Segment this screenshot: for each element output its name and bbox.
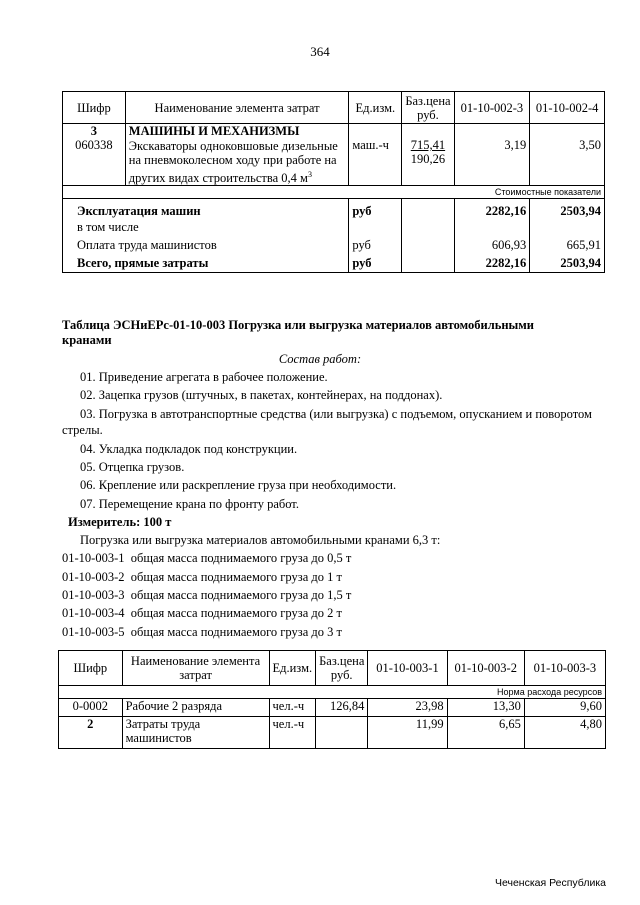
machine-row <box>63 124 605 186</box>
row-total-unit: руб <box>349 255 402 273</box>
header-col1: 01-10-002-3 <box>454 92 530 124</box>
table-heading-line1: Таблица ЭСНиЕРс-01-10-003 Погрузка или выгрузка материалов автомобильными <box>62 318 535 332</box>
header-code: Шифр <box>63 92 126 124</box>
code-3: 01-10-003-3 <box>62 588 125 602</box>
page-number: 364 <box>310 44 330 59</box>
code-3-desc: общая масса поднимаемого груза до 1,5 т <box>130 588 352 602</box>
header-price: Баз.цена руб. <box>402 92 454 124</box>
table-heading-line2: кранами <box>62 333 112 347</box>
work-item-6: 06. Крепление или раскрепление груза при необходимости. <box>80 478 397 492</box>
section-title: МАШИНЫ И МЕХАНИЗМЫ <box>128 124 300 138</box>
item-name-line3: других видах строительства 0,4 м <box>128 170 308 185</box>
t2-header-col1: 01-10-003-1 <box>368 651 447 686</box>
code-4-desc: общая масса поднимаемого груза до 2 т <box>130 606 342 620</box>
work-item-2: 02. Зацепка грузов (штучных, в пакетах, контейнерах, на поддонах). <box>80 388 443 402</box>
table-row <box>59 717 606 749</box>
cost-label: Стоимостные показатели <box>63 186 605 199</box>
t2-header-price: Баз.цена руб. <box>316 651 368 686</box>
code-1-desc: общая масса поднимаемого груза до 0,5 т <box>130 551 352 565</box>
row-wages-v1: 606,93 <box>454 236 530 255</box>
table-row <box>59 699 606 717</box>
t2-row1-name: Рабочие 2 разряда <box>122 699 269 717</box>
section-code: 3 <box>90 124 98 138</box>
row-total-v1: 2282,16 <box>454 255 530 273</box>
t2-row1-v1: 23,98 <box>368 699 447 717</box>
meter: Измеритель: 100 т <box>68 515 172 529</box>
scope-title: Погрузка или выгрузка материалов автомобильными кранами 6,3 т: <box>80 533 441 547</box>
row-wages-unit: руб <box>349 236 402 255</box>
code-1: 01-10-003-1 <box>62 551 125 565</box>
row-total-v2: 2503,94 <box>530 255 605 273</box>
code-2: 01-10-003-2 <box>62 570 125 584</box>
row-operation-unit: руб <box>349 199 402 218</box>
t2-row2-unit: чел.-ч <box>269 717 316 749</box>
code-5: 01-10-003-5 <box>62 625 125 639</box>
header-col2: 01-10-002-4 <box>530 92 605 124</box>
t2-header-unit: Ед.изм. <box>269 651 316 686</box>
work-item-4: 04. Укладка подкладок под конструкции. <box>80 442 298 456</box>
work-item-3: 03. Погрузка в автотранспортные средства (или выгрузка) с подъемом, опусканием и поворотом <box>80 407 592 421</box>
t2-row2-name: Затраты труда машинистов <box>122 717 269 749</box>
row-operation-name: Эксплуатация машин <box>63 199 349 218</box>
t2-row2-code: 2 <box>59 717 123 749</box>
item-code: 060338 <box>75 138 113 152</box>
row-operation-v2: 2503,94 <box>530 199 605 218</box>
composition-title: Состав работ: <box>278 352 362 366</box>
t2-row2-price <box>316 717 368 749</box>
norm-label: Норма расхода ресурсов <box>59 686 606 699</box>
item-val-2: 3,50 <box>579 138 601 152</box>
row-wages-name: Оплата труда машинистов <box>63 236 349 255</box>
work-item-3-cont: стрелы. <box>62 423 103 437</box>
item-val-1: 3,19 <box>504 138 527 152</box>
t2-row2-v2: 6,65 <box>447 717 524 749</box>
code-5-desc: общая масса поднимаемого груза до 3 т <box>130 625 342 639</box>
resource-table-1 <box>62 91 605 273</box>
t2-header-col3: 01-10-003-3 <box>524 651 605 686</box>
t2-header-col2: 01-10-003-2 <box>447 651 524 686</box>
row-wages-v2: 665,91 <box>530 236 605 255</box>
row-operation-v1: 2282,16 <box>454 199 530 218</box>
row-including: в том числе <box>63 218 349 236</box>
code-4: 01-10-003-4 <box>62 606 125 620</box>
t2-row1-v3: 9,60 <box>524 699 605 717</box>
row-total-name: Всего, прямые затраты <box>63 255 349 273</box>
t2-row1-price: 126,84 <box>316 699 368 717</box>
item-name-line1: Экскаваторы одноковшовые дизельные <box>128 138 338 153</box>
footer-region: Чеченская Республика <box>495 877 606 889</box>
item-name-line2: на пневмоколесном ходу при работе на <box>128 153 337 167</box>
work-item-1: 01. Приведение агрегата в рабочее положение. <box>80 370 328 384</box>
resource-table-2 <box>58 650 606 749</box>
header-name: Наименование элемента затрат <box>125 92 349 124</box>
t2-row1-unit: чел.-ч <box>269 699 316 717</box>
t2-row2-v1: 11,99 <box>368 717 447 749</box>
t2-header-name: Наименование элемента затрат <box>122 651 269 686</box>
t2-header-code: Шифр <box>59 651 123 686</box>
t2-row1-code: 0-0002 <box>59 699 123 717</box>
work-item-5: 05. Отцепка грузов. <box>80 460 185 474</box>
header-unit: Ед.изм. <box>349 92 402 124</box>
item-price-2: 190,26 <box>410 152 446 166</box>
item-price-1: 715,41 <box>410 138 446 152</box>
code-2-desc: общая масса поднимаемого груза до 1 т <box>130 570 342 584</box>
work-item-7: 07. Перемещение крана по фронту работ. <box>80 497 299 511</box>
item-name-sup: 3 <box>307 169 312 179</box>
t2-row2-v3: 4,80 <box>524 717 605 749</box>
t2-row1-v2: 13,30 <box>447 699 524 717</box>
item-unit: маш.-ч <box>352 138 389 152</box>
